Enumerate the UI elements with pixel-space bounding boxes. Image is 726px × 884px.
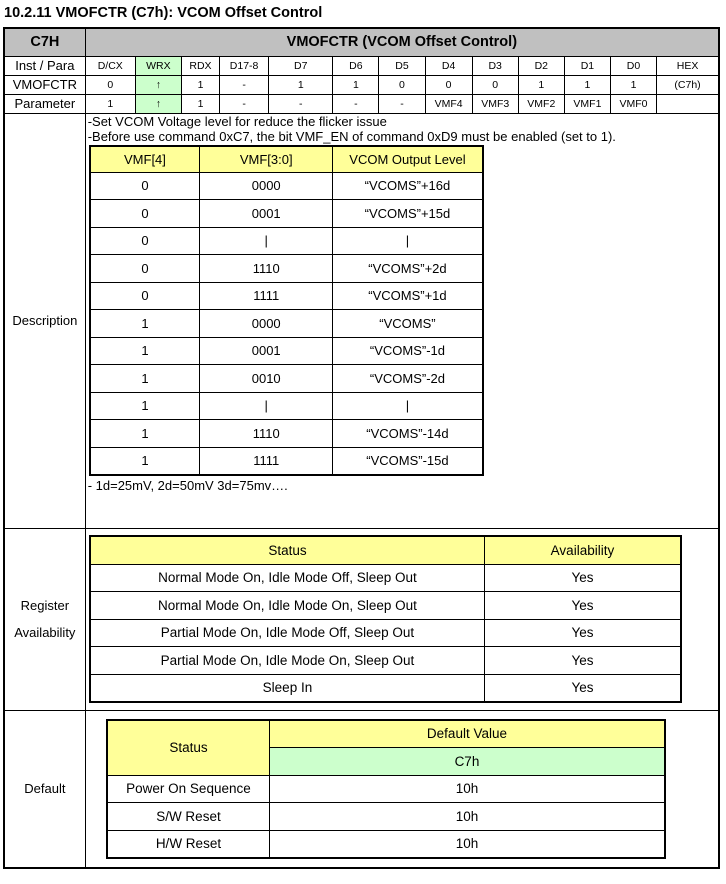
availability-value: Yes — [485, 619, 681, 647]
vmf30-value: 0010 — [200, 365, 333, 393]
table-row — [90, 337, 483, 365]
vcom-output-value: “VCOMS”+1d — [333, 282, 483, 310]
col-header: D4 — [425, 56, 472, 75]
vcom-output-value: | — [333, 392, 483, 420]
table-row — [107, 830, 665, 858]
parameter-row — [4, 94, 719, 113]
vmf4-value: 1 — [90, 392, 200, 420]
inst-cell: 1 — [269, 75, 333, 94]
status-value: Partial Mode On, Idle Mode Off, Sleep Out — [90, 619, 485, 647]
col-header: D/CX — [85, 56, 135, 75]
param-cell: - — [333, 94, 379, 113]
col-header: RDX — [181, 56, 219, 75]
default-value: 10h — [270, 830, 665, 858]
table-row — [90, 592, 681, 620]
default-value: 10h — [270, 803, 665, 831]
section-title: 10.2.11 VMOFCTR (C7h): VCOM Offset Control — [4, 5, 323, 21]
vcom-level-table — [89, 145, 484, 477]
inst-cell: 0 — [85, 75, 135, 94]
register-availability-row — [4, 528, 719, 710]
command-name: VMOFCTR (VCOM Offset Control) — [85, 28, 719, 56]
vcom-output-value: “VCOMS”-14d — [333, 420, 483, 448]
col-header: D1 — [564, 56, 610, 75]
register-availability-label — [4, 528, 85, 710]
col-header: D3 — [472, 56, 518, 75]
register-label-line-2: Availability — [14, 625, 76, 640]
col-header: D5 — [379, 56, 425, 75]
default-value-header: Default Value — [270, 720, 665, 748]
command-code: C7H — [4, 28, 85, 56]
default-value: 10h — [270, 775, 665, 803]
register-label-line-1: Register — [20, 598, 70, 613]
status-value: Normal Mode On, Idle Mode Off, Sleep Out — [90, 564, 485, 592]
instruction-row — [4, 75, 719, 94]
vmf4-value: 1 — [90, 447, 200, 475]
default-status-value: H/W Reset — [107, 830, 270, 858]
default-content — [85, 710, 719, 868]
vcom-output-value: “VCOMS”-15d — [333, 447, 483, 475]
default-label: Default — [4, 710, 85, 868]
vmf30-value: 1110 — [200, 255, 333, 283]
status-value: Sleep In — [90, 674, 485, 702]
availability-table — [89, 535, 682, 703]
param-cell: VMF2 — [518, 94, 564, 113]
vmf30-value: 1111 — [200, 447, 333, 475]
default-value-sub: C7h — [270, 748, 665, 776]
col-header: D6 — [333, 56, 379, 75]
col-header: D7 — [269, 56, 333, 75]
table-row — [90, 282, 483, 310]
inst-cell: - — [220, 75, 269, 94]
description-line-2: -Before use command 0xC7, the bit VMF_EN of command 0xD9 must be enabled (set to 1). — [87, 128, 616, 144]
table-row — [90, 674, 681, 702]
param-cell: Parameter — [4, 94, 85, 113]
col-header: D17-8 — [220, 56, 269, 75]
vmf30-value: | — [200, 392, 333, 420]
status-value: Normal Mode On, Idle Mode On, Sleep Out — [90, 592, 485, 620]
vmf4-value: 1 — [90, 310, 200, 338]
description-content — [85, 113, 719, 528]
vmf4-value: 1 — [90, 420, 200, 448]
status-header: Status — [90, 536, 485, 564]
table-row — [90, 200, 483, 228]
default-table — [106, 719, 666, 860]
vmf30-header: VMF[3:0] — [200, 146, 333, 173]
table-row — [90, 172, 483, 200]
register-availability-content — [85, 528, 719, 710]
description-line-1: -Set VCOM Voltage level for reduce the flicker issue — [87, 113, 387, 129]
param-cell: - — [379, 94, 425, 113]
table-row — [90, 365, 483, 393]
vmf30-value: 1110 — [200, 420, 333, 448]
inst-cell: 1 — [564, 75, 610, 94]
inst-cell: ↑ — [135, 75, 181, 94]
vcom-output-value: “VCOMS” — [333, 310, 483, 338]
vmf4-value: 0 — [90, 227, 200, 255]
param-cell: 1 — [85, 94, 135, 113]
inst-cell: 0 — [472, 75, 518, 94]
table-row — [90, 619, 681, 647]
table-row — [90, 647, 681, 675]
table-row — [90, 447, 483, 475]
param-cell: VMF4 — [425, 94, 472, 113]
availability-value: Yes — [485, 647, 681, 675]
col-header: D0 — [610, 56, 656, 75]
table-row — [90, 392, 483, 420]
inst-cell: (C7h) — [657, 75, 719, 94]
table-row — [107, 775, 665, 803]
availability-header: Availability — [485, 536, 681, 564]
col-header: D2 — [518, 56, 564, 75]
col-header: Inst / Para — [4, 56, 85, 75]
vcom-output-header: VCOM Output Level — [333, 146, 483, 173]
vmf4-value: 1 — [90, 365, 200, 393]
vmf4-header: VMF[4] — [90, 146, 200, 173]
vmf4-value: 0 — [90, 255, 200, 283]
vmf4-value: 0 — [90, 172, 200, 200]
vmf4-value: 0 — [90, 282, 200, 310]
table-row — [90, 310, 483, 338]
table-row — [90, 420, 483, 448]
vcom-output-value: “VCOMS”+16d — [333, 172, 483, 200]
vmf30-value: 0000 — [200, 310, 333, 338]
param-cell: - — [269, 94, 333, 113]
inst-cell: 0 — [379, 75, 425, 94]
vcom-output-value: “VCOMS”-1d — [333, 337, 483, 365]
inst-cell: 1 — [181, 75, 219, 94]
param-cell: VMF3 — [472, 94, 518, 113]
description-row — [4, 113, 719, 528]
param-cell: VMF1 — [564, 94, 610, 113]
availability-value: Yes — [485, 592, 681, 620]
table-row — [90, 255, 483, 283]
vcom-output-value: “VCOMS”+15d — [333, 200, 483, 228]
vmf4-value: 1 — [90, 337, 200, 365]
table-row — [90, 227, 483, 255]
vcom-output-value: “VCOMS”-2d — [333, 365, 483, 393]
inst-cell: 1 — [518, 75, 564, 94]
param-cell: ↑ — [135, 94, 181, 113]
availability-value: Yes — [485, 674, 681, 702]
param-cell: VMF0 — [610, 94, 656, 113]
inst-cell: VMOFCTR — [4, 75, 85, 94]
command-table — [3, 27, 720, 869]
vmf4-value: 0 — [90, 200, 200, 228]
inst-cell: 0 — [425, 75, 472, 94]
vmf30-value: 0001 — [200, 337, 333, 365]
default-status-value: Power On Sequence — [107, 775, 270, 803]
default-status-header: Status — [107, 720, 270, 776]
description-label: Description — [4, 113, 85, 528]
vmf30-value: | — [200, 227, 333, 255]
column-header-row — [4, 56, 719, 75]
vcom-output-value: | — [333, 227, 483, 255]
step-note: - 1d=25mV, 2d=50mV 3d=75mv…. — [87, 478, 288, 493]
col-header: HEX — [657, 56, 719, 75]
table-row — [107, 803, 665, 831]
vmf30-value: 1111 — [200, 282, 333, 310]
param-cell: 1 — [181, 94, 219, 113]
status-value: Partial Mode On, Idle Mode On, Sleep Out — [90, 647, 485, 675]
inst-cell: 1 — [610, 75, 656, 94]
col-header: WRX — [135, 56, 181, 75]
param-cell: - — [220, 94, 269, 113]
inst-cell: 1 — [333, 75, 379, 94]
availability-value: Yes — [485, 564, 681, 592]
default-row — [4, 710, 719, 868]
table-row — [90, 564, 681, 592]
vmf30-value: 0001 — [200, 200, 333, 228]
vcom-output-value: “VCOMS”+2d — [333, 255, 483, 283]
param-cell — [657, 94, 719, 113]
default-status-value: S/W Reset — [107, 803, 270, 831]
vmf30-value: 0000 — [200, 172, 333, 200]
